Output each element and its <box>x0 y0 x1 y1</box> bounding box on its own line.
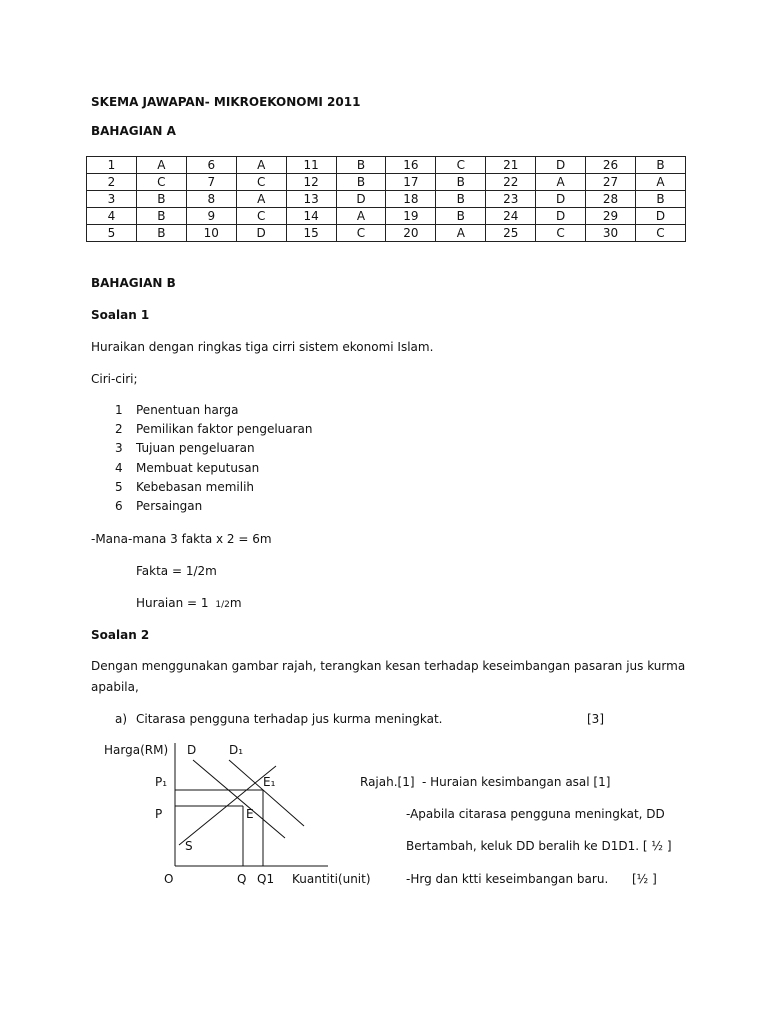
answer-cell: D <box>536 191 586 208</box>
question-number-cell: 17 <box>386 174 436 191</box>
answer-cell: B <box>136 225 186 242</box>
huraian-note: Huraian = 1 1/2m <box>136 596 242 610</box>
section-a-heading: BAHAGIAN A <box>91 124 176 138</box>
demand-curve-d <box>193 760 285 838</box>
answer-cell: B <box>336 174 386 191</box>
answer-cell: B <box>136 208 186 225</box>
bertambah-note: Bertambah, keluk DD beralih ke D1D1. [ ½ ] <box>406 839 672 853</box>
question-number-cell: 3 <box>87 191 137 208</box>
question-number-cell: 14 <box>286 208 336 225</box>
list-item-text: Tujuan pengeluaran <box>136 441 255 455</box>
question-1-text: Huraikan dengan ringkas tiga cirri sistem ekonomi Islam. <box>91 340 434 354</box>
list-item-number: 2 <box>115 422 123 436</box>
origin-label: O <box>164 872 174 886</box>
answer-cell: A <box>635 174 685 191</box>
question-number-cell: 16 <box>386 157 436 174</box>
question-number-cell: 19 <box>386 208 436 225</box>
rajah-note: Rajah.[1] <box>360 775 415 789</box>
hrg-marks: [½ ] <box>632 872 657 886</box>
question-2-label: Soalan 2 <box>91 628 150 642</box>
e-label: E <box>246 807 254 821</box>
answer-cell: A <box>536 174 586 191</box>
answer-cell: D <box>536 208 586 225</box>
list-item-number: 6 <box>115 499 123 513</box>
question-number-cell: 28 <box>586 191 636 208</box>
part-a-marks: [3] <box>587 712 604 726</box>
answer-cell: D <box>635 208 685 225</box>
q-label: Q <box>237 872 247 886</box>
answer-cell: A <box>336 208 386 225</box>
q1-label: Q1 <box>257 872 275 886</box>
question-number-cell: 15 <box>286 225 336 242</box>
answer-cell: A <box>136 157 186 174</box>
answer-cell: D <box>536 157 586 174</box>
answer-cell: A <box>436 225 486 242</box>
answer-cell: C <box>236 208 286 225</box>
question-number-cell: 10 <box>186 225 236 242</box>
question-number-cell: 27 <box>586 174 636 191</box>
question-number-cell: 25 <box>486 225 536 242</box>
list-item-number: 3 <box>115 441 123 455</box>
citarasa-note: -Apabila citarasa pengguna meningkat, DD <box>406 807 665 821</box>
question-number-cell: 22 <box>486 174 536 191</box>
y-axis-label: Harga(RM) <box>104 743 169 757</box>
hrg-note: -Hrg dan ktti keseimbangan baru. <box>406 872 609 886</box>
answer-cell: A <box>236 191 286 208</box>
answer-cell: B <box>336 157 386 174</box>
question-1-intro: Ciri-ciri; <box>91 372 138 386</box>
fakta-note: Fakta = 1/2m <box>136 564 217 578</box>
e1-label: E₁ <box>263 775 276 789</box>
part-a-text: Citarasa pengguna terhadap jus kurma meningkat. <box>136 712 443 726</box>
question-number-cell: 20 <box>386 225 436 242</box>
question-number-cell: 5 <box>87 225 137 242</box>
answer-cell: A <box>236 157 286 174</box>
answer-cell: C <box>336 225 386 242</box>
document-title: SKEMA JAWAPAN- MIKROEKONOMI 2011 <box>91 95 361 109</box>
list-item-text: Persaingan <box>136 499 203 513</box>
answer-cell: C <box>136 174 186 191</box>
question-number-cell: 7 <box>186 174 236 191</box>
answer-cell: C <box>635 225 685 242</box>
answer-cell: B <box>436 174 486 191</box>
question-number-cell: 12 <box>286 174 336 191</box>
question-number-cell: 1 <box>87 157 137 174</box>
question-number-cell: 24 <box>486 208 536 225</box>
answer-cell: B <box>436 208 486 225</box>
question-number-cell: 13 <box>286 191 336 208</box>
answer-cell: B <box>436 191 486 208</box>
question-number-cell: 18 <box>386 191 436 208</box>
answer-cell: D <box>336 191 386 208</box>
question-2-line2: apabila, <box>91 680 139 694</box>
question-number-cell: 21 <box>486 157 536 174</box>
question-number-cell: 30 <box>586 225 636 242</box>
question-number-cell: 2 <box>87 174 137 191</box>
section-b-heading: BAHAGIAN B <box>91 276 176 290</box>
answer-cell: C <box>536 225 586 242</box>
list-item-text: Penentuan harga <box>136 403 239 417</box>
p1-label: P₁ <box>155 775 168 789</box>
d1-label: D₁ <box>229 743 244 757</box>
answer-cell: B <box>635 157 685 174</box>
demand-curve-d1 <box>229 760 304 826</box>
question-number-cell: 26 <box>586 157 636 174</box>
question-2-line1: Dengan menggunakan gambar rajah, terangkan kesan terhadap keseimbangan pasaran jus kurma <box>91 659 686 673</box>
answer-cell: B <box>136 191 186 208</box>
answer-cell: C <box>436 157 486 174</box>
p-label: P <box>155 807 163 821</box>
s-label: S <box>185 839 193 853</box>
x-axis-label: Kuantiti(unit) <box>292 872 371 886</box>
d-label: D <box>187 743 197 757</box>
question-number-cell: 11 <box>286 157 336 174</box>
question-number-cell: 6 <box>186 157 236 174</box>
question-number-cell: 4 <box>87 208 137 225</box>
huraian-asal-note: - Huraian kesimbangan asal [1] <box>422 775 611 789</box>
question-number-cell: 8 <box>186 191 236 208</box>
list-item-text: Pemilikan faktor pengeluaran <box>136 422 313 436</box>
list-item-number: 5 <box>115 480 123 494</box>
list-item-text: Kebebasan memilih <box>136 480 255 494</box>
answer-cell: D <box>236 225 286 242</box>
part-a-label: a) <box>115 712 128 726</box>
question-number-cell: 23 <box>486 191 536 208</box>
list-item-number: 4 <box>115 461 123 475</box>
answer-cell: B <box>635 191 685 208</box>
list-item-number: 1 <box>115 403 123 417</box>
question-number-cell: 29 <box>586 208 636 225</box>
answer-cell: C <box>236 174 286 191</box>
question-1-label: Soalan 1 <box>91 308 150 322</box>
question-number-cell: 9 <box>186 208 236 225</box>
list-item-text: Membuat keputusan <box>136 461 260 475</box>
huraian-fraction: 1/2 <box>215 600 230 610</box>
marking-note: -Mana-mana 3 fakta x 2 = 6m <box>91 532 272 546</box>
